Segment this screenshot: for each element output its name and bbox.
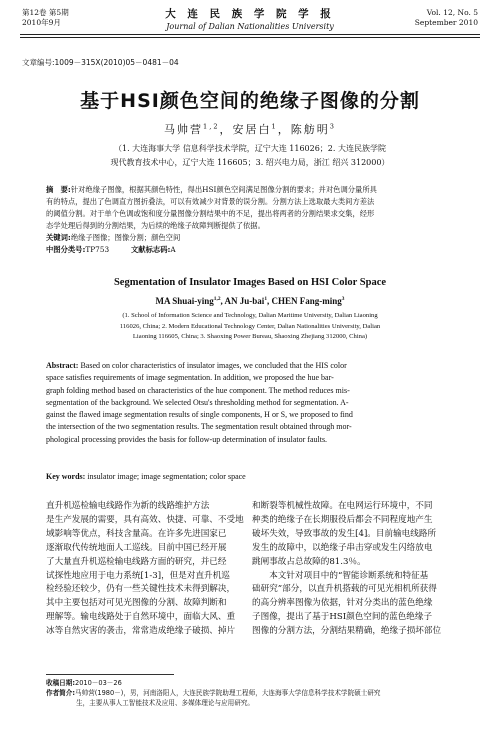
article-number: 文章编号:1009－315X(2010)05－0481－04 [22, 58, 179, 67]
abstract-en-line: gainst the flawed image segmentation results of single components, H or S, we proposed to find [46, 410, 353, 420]
affiliation-line: （1. 大连海事大学 信息科学技术学院，辽宁大连 116026；2. 大连民族学院 [114, 144, 386, 153]
affiliation-en-line: (1. School of Information Science and Technology, Dalian Maritime University, Dalian Liaoning [122, 312, 378, 319]
body-line: 是生产发展的需要，具有高效、快捷、可靠、不受地 [46, 514, 244, 525]
body-line: 逐渐取代传统地面人工巡线。目前中国已经开展 [46, 542, 227, 553]
author-bio-cont: 生，主要从事人工智能技术及应用、多媒体理论与应用研究。 [76, 699, 255, 707]
affiliations-en [40, 311, 460, 343]
abstract-en-label: Abstract: [46, 361, 79, 370]
volume-cn: 第12卷 第5期 [22, 8, 69, 17]
abstract-cn-line: 态学处理后得到的分割结果，为后续的绝缘子故障判断提供了依据。 [46, 221, 265, 230]
header-right [415, 8, 478, 28]
body-line: 域影响等优点，科技含量高。在许多先进国家已 [46, 528, 227, 539]
authors [0, 121, 500, 137]
abstract-cn-label: 摘 要: [46, 185, 71, 194]
footnote [46, 678, 456, 708]
abstract-en-line: Abstract: Based on color characteristics of insulator images, we concluded that the HIS color [46, 361, 347, 370]
body-column-left [46, 500, 251, 639]
paper-title: 基于HSI颜色空间的绝缘子图像的分割 [80, 90, 420, 112]
header-rule-thin [20, 37, 480, 38]
classification-row: 中图分类号:TP753 文献标志码:A [46, 245, 176, 254]
body-line: 发生的故障中，以绝缘子串击穿或发生闪络放电 [252, 542, 433, 553]
body-line: 试探性地应用于电力系统[1-3]，但是对直升机巡 [46, 570, 230, 581]
body-line: 直升机巡检输电线路作为新的线路维护方法 [46, 501, 210, 511]
date-en: September 2010 [414, 18, 478, 27]
affiliation-en-line: Liaoning 116605, China; 3. Shaoxing Power Bureau, Shaoxing Zhejiang 312000, China) [132, 333, 368, 340]
body-line: 本文针对项目中的“智能诊断系统和特征基 [252, 570, 429, 581]
abstract-en-line: graph folding method based on characteristics of the hue component. The method reduces mis- [46, 385, 350, 395]
body-line: 了大量直升机巡检输电线路方面的研究，并已经 [46, 556, 227, 567]
authors-en: MA Shuai-ying$^{1,2}$, AN Ju-bai$^1$, CHEN Fang-ming$^3$ [155, 296, 345, 306]
journal-title-cn: 大 连 民 族 学 院 学 报 [165, 8, 335, 20]
abstract-cn-line: 摘 要:针对绝缘子图像，根据其颜色特性，得出HSI颜色空间满足图像分割的要求；并对色调分量所具 [46, 185, 377, 194]
body-line: 子图像，提出了基于HSI颜色空间的蓝色绝缘子 [252, 612, 433, 623]
date-cn: 2010年9月 [22, 18, 61, 27]
footnote-rule [46, 674, 174, 675]
journal-title-en: Journal of Dalian Nationalities University [166, 22, 334, 31]
volume-en: Vol. 12, No. 5 [426, 8, 478, 17]
abstract-en-line: phological processing provides the basis for follow-up determination of insulator faults. [46, 434, 328, 444]
body-line: 础研究”部分，以直升机搭载的可见光相机所获得 [252, 584, 437, 595]
affiliations [0, 142, 500, 170]
keywords-cn: 关键词:绝缘子图像；图像分割；颜色空间 [46, 233, 181, 242]
body-line: 图像的分割方法，分割结果精确，绝缘子损坏部位 [252, 626, 442, 637]
abstract-cn [46, 184, 456, 256]
abstract-en-line: space satisfies requirements of image segmentation. In addition, we proposed the hue bar- [46, 373, 334, 383]
affiliation-line: 现代教育技术中心，辽宁大连 116605；3. 绍兴电力局，浙江 绍兴 312000） [110, 158, 390, 167]
abstract-cn-line: 的阈值分割。对于单个色调或饱和度分量图像分割结果中的不足，提出将两者的分割结果求交集，经形 [46, 209, 375, 218]
abstract-cn-line: 有的特点，提出了色调直方图折叠法，可以有效减少对背景的误分割。分割方法上选取最大类间方差法 [46, 197, 375, 206]
abstract-en-line: the intersection of the two segmentation results. The segmentation result obtained through mor- [46, 422, 352, 432]
body-line: 的高分辨率图像为依据，针对分类出的蓝色绝缘 [252, 598, 433, 609]
paper-title-en: Segmentation of Insulator Images Based on HSI Color Space [113, 277, 387, 288]
body-line: 检经验还较少，仍有一些关键性技术未得到解决， [46, 584, 236, 595]
authors-text: 马帅营$^{1,2}$，安居白$^1$，陈舫明$^3$ [164, 122, 336, 136]
body-line: 破坏失效，导致事故的发生[4]。目前输电线路所 [252, 528, 437, 539]
body-column-right [252, 500, 457, 639]
header-rule [20, 34, 480, 35]
body-line: 冰等自然灾害的袭击，常常造成绝缘子破损、掉片 [46, 626, 236, 637]
received-date: 收稿日期:2010－03－26 [46, 679, 122, 687]
body-line: 种类的绝缘子在长期服役后都会不同程度地产生 [252, 514, 433, 525]
author-bio: 作者简介:马帅营(1980－)，男，河南洛阳人，大连民族学院助理工程师，大连海事大学信息科学技术学院硕士研究 [46, 689, 381, 697]
keywords-en: Key words: insulator image; image segmentation; color space [46, 472, 246, 481]
abstract-en-line: segmentation of the background. We selected Otsu's thresholding method for segmentation. A- [46, 397, 349, 407]
body-line: 和断裂等机械性故障。在电网运行环境中，不同 [252, 501, 433, 511]
affiliation-en-line: 116026, China; 2. Modern Educational Technology Center, Dalian Nationalities University, Dalian [119, 322, 381, 330]
body-line: 其中主要包括对可见光图像的分割、故障判断和 [46, 598, 227, 609]
body-line: 跳闸事故占总故障的81.3％。 [252, 556, 366, 567]
abstract-en [46, 360, 456, 446]
body-line: 理解等。输电线路处于自然环境中，面临大风、重 [46, 612, 236, 623]
